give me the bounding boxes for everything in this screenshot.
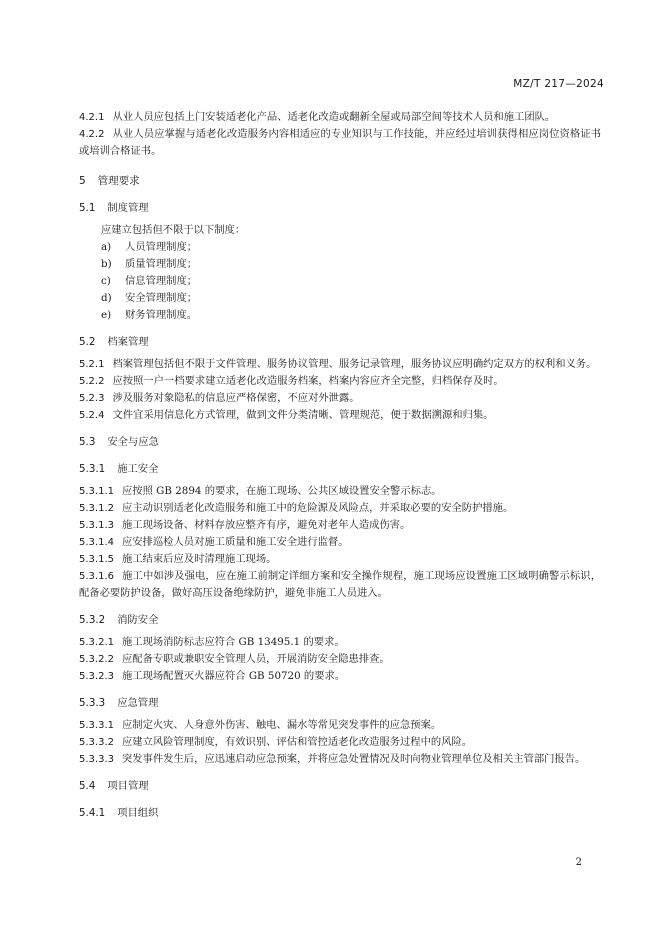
clause-text: 涉及服务对象隐私的信息应严格保密，不应对外泄露。 — [112, 392, 360, 404]
page-number: 2 — [575, 857, 582, 868]
heading-title: 项目管理 — [107, 780, 149, 792]
clause-5-3-3-3 — [79, 751, 601, 768]
clause-5-3-2-3 — [79, 668, 601, 685]
heading-number: 5.3.3 — [79, 697, 106, 709]
clause-5-3-1-6 — [79, 568, 601, 602]
clause-text: 施工中如涉及强电，应在施工前制定详细方案和安全操作规程，施工现场应设置施工区域明确警示标识，配备必要防护设备，做好高压设备绝缘防护，避免非施工人员进入。 — [79, 570, 601, 599]
list-item — [79, 273, 601, 290]
heading-number: 5.2 — [79, 336, 96, 348]
list-item — [79, 290, 601, 307]
heading-number: 5.4.1 — [79, 807, 106, 819]
list-marker: b) — [101, 258, 112, 270]
page-content — [79, 109, 601, 827]
clause-number: 5.3.3.2 — [79, 737, 114, 748]
clause-5-2-3 — [79, 390, 601, 407]
clause-5-2-2 — [79, 373, 601, 390]
document-code: MZ/T 217—2024 — [513, 78, 604, 90]
list-marker: a) — [101, 241, 112, 253]
section-heading-5-3-3 — [79, 695, 601, 712]
list-item — [79, 256, 601, 273]
clause-number: 4.2.1 — [79, 112, 105, 123]
clause-number: 5.3.2.3 — [79, 671, 114, 682]
clause-number: 5.3.1.4 — [79, 537, 114, 548]
list-text: 财务管理制度。 — [125, 309, 198, 321]
clause-text: 应按照一户一档要求建立适老化改造服务档案，档案内容应齐全完整，归档保存及时。 — [112, 375, 504, 387]
section-heading-5-1 — [79, 200, 601, 217]
heading-title: 应急管理 — [117, 697, 159, 709]
clause-number: 5.3.1.5 — [79, 554, 114, 565]
clause-text: 施工现场消防标志应符合 GB 13495.1 的要求。 — [122, 636, 345, 648]
list-text: 安全管理制度； — [125, 292, 198, 304]
clause-5-2-4 — [79, 407, 601, 424]
clause-text: 应按照 GB 2894 的要求，在施工现场、公共区域设置安全警示标志。 — [122, 485, 442, 497]
clause-5-3-3-1 — [79, 717, 601, 734]
section-heading-5-3 — [79, 434, 601, 451]
clause-number: 5.2.2 — [79, 376, 105, 387]
clause-5-3-1-2 — [79, 500, 601, 517]
clause-5-2-1 — [79, 356, 601, 373]
clause-number: 5.3.1.2 — [79, 503, 114, 514]
clause-4-2-1 — [79, 109, 601, 126]
clause-5-3-1-1 — [79, 483, 601, 500]
clause-number: 5.3.1.1 — [79, 486, 114, 497]
list-marker: e) — [101, 309, 112, 321]
clause-text: 突发事件发生后，应迅速启动应急预案，并将应急处置情况及时向物业管理单位及相关主管部门报告。 — [122, 753, 586, 765]
heading-number: 5.3 — [79, 436, 96, 448]
clause-5-3-2-2 — [79, 651, 601, 668]
heading-title: 施工安全 — [117, 463, 159, 475]
clause-text: 档案管理包括但不限于文件管理、服务协议管理、服务记录管理，服务协议应明确约定双方的权利和义务。 — [112, 358, 597, 370]
heading-number: 5.3.2 — [79, 614, 106, 626]
section-heading-5-4 — [79, 778, 601, 795]
list-item — [79, 307, 601, 324]
heading-title: 管理要求 — [97, 175, 140, 187]
list-text: 信息管理制度； — [125, 275, 198, 287]
heading-title: 档案管理 — [107, 336, 149, 348]
heading-number: 5.4 — [79, 780, 96, 792]
heading-title: 项目组织 — [117, 807, 159, 819]
list-text: 人员管理制度； — [125, 241, 198, 253]
intro-text: 应建立包括但不限于以下制度： — [101, 224, 246, 236]
section-heading-5-4-1 — [79, 805, 601, 822]
clause-5-3-2-1 — [79, 634, 601, 651]
heading-number: 5.3.1 — [79, 463, 106, 475]
section-heading-5-2 — [79, 334, 601, 351]
clause-text: 应建立风险管理制度，有效识别、评估和管控适老化改造服务过程中的风险。 — [122, 736, 473, 748]
clause-number: 5.3.1.6 — [79, 571, 114, 582]
clause-text: 从业人员应掌握与适老化改造服务内容相适应的专业知识与工作技能，并应经过培训获得相应岗位资格证书或培训合格证书。 — [79, 128, 601, 157]
heading-title: 安全与应急 — [107, 436, 159, 448]
section-heading-5-3-1 — [79, 461, 601, 478]
list-text: 质量管理制度； — [125, 258, 198, 270]
clause-5-3-1-3 — [79, 517, 601, 534]
list-marker: d) — [101, 292, 112, 304]
section-heading-5-3-2 — [79, 612, 601, 629]
clause-5-3-1-4 — [79, 534, 601, 551]
clause-text: 施工结束后应及时清理施工现场。 — [122, 553, 277, 565]
clause-4-2-2 — [79, 126, 601, 160]
heading-number: 5 — [79, 175, 86, 187]
clause-text: 施工现场配置灭火器应符合 GB 50720 的要求。 — [122, 670, 346, 682]
clause-text: 应安排巡检人员对施工质量和施工安全进行监督。 — [122, 536, 349, 548]
clause-text: 应配备专职或兼职安全管理人员，开展消防安全隐患排查。 — [122, 653, 390, 665]
list-marker: c) — [101, 275, 111, 287]
heading-title: 消防安全 — [117, 614, 159, 626]
clause-text: 应主动识别适老化改造服务和施工中的危险源及风险点，并采取必要的安全防护措施。 — [122, 502, 514, 514]
clause-number: 4.2.2 — [79, 129, 105, 140]
clause-number: 5.2.4 — [79, 410, 105, 421]
clause-number: 5.2.1 — [79, 359, 105, 370]
clause-text: 应制定火灾、人身意外伤害、触电、漏水等常见突发事件的应急预案。 — [122, 719, 442, 731]
clause-number: 5.2.3 — [79, 393, 105, 404]
clause-text: 文件宜采用信息化方式管理，做到文件分类清晰、管理规范，便于数据溯源和归集。 — [112, 409, 494, 421]
section-heading-5 — [79, 173, 601, 190]
heading-title: 制度管理 — [107, 202, 149, 214]
clause-number: 5.3.3.3 — [79, 754, 114, 765]
clause-number: 5.3.1.3 — [79, 520, 114, 531]
list-item — [79, 239, 601, 256]
clause-number: 5.3.2.2 — [79, 654, 114, 665]
clause-number: 5.3.2.1 — [79, 637, 114, 648]
clause-number: 5.3.3.1 — [79, 720, 114, 731]
clause-text: 从业人员应包括上门安装适老化产品、适老化改造或翻新全屋或局部空间等技术人员和施工团队。 — [112, 111, 556, 123]
heading-number: 5.1 — [79, 202, 96, 214]
clause-text: 施工现场设备、材料存放应整齐有序，避免对老年人造成伤害。 — [122, 519, 411, 531]
clause-5-3-1-5 — [79, 551, 601, 568]
clause-5-3-3-2 — [79, 734, 601, 751]
